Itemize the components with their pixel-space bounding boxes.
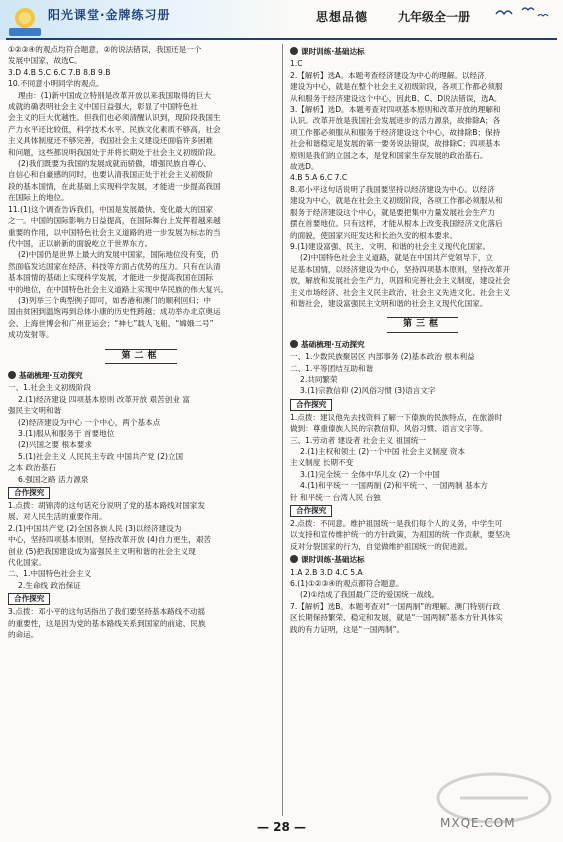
text-line: 区长期保持繁荣、稳定和发展，就是“一国两制”基本方针具体实 xyxy=(290,613,503,623)
text-line: 自信心和自豪感的同时，也要认清我国正处于社会主义初级阶 xyxy=(8,170,214,180)
bullet-icon xyxy=(290,47,298,55)
text-line: 7.【解析】选B。本题考查对“一国两制”的理解。澳门特别行政 xyxy=(290,601,501,611)
grade-title: 九年级全一册 xyxy=(398,10,471,24)
subject-title: 思想品德 xyxy=(316,10,369,24)
text-line: 和谐社会，建设富强民主文明和谐的社会主义现代化国家。 xyxy=(290,298,488,308)
subsection-heading-text: 基础梳理·互动探究 xyxy=(19,370,83,380)
text-line: (2)经济建设为中心 一个中心，两个基本点 xyxy=(18,417,161,427)
page-header xyxy=(0,0,563,44)
text-line: 主义制度 长期不变 xyxy=(290,458,354,468)
text-line: 主义具体制度还不够完善，我国社会主义建设还面临许多困难 xyxy=(8,136,214,146)
exercise-tag: 合作探究 xyxy=(8,593,50,605)
text-line: 服务于经济建设这个中心，就是要把集中力量发展社会生产力 xyxy=(290,207,496,217)
text-line: 强民主文明和谐 xyxy=(8,406,62,416)
text-line: 社会和谐稳定是发展的第一要务说法错误，故排除C；四项基本 xyxy=(290,139,501,149)
header-rule xyxy=(6,38,557,40)
text-line: 3.点拨：邓小平的这句话指出了我们要坚持基本路线不动摇 xyxy=(8,607,206,617)
text-line: 三、1.劳动者 建设者 社会主义 祖国统一 xyxy=(290,435,426,445)
text-line: (2)兴国之要 根本要求 xyxy=(18,440,92,450)
subsection-heading xyxy=(290,46,555,57)
subsection-heading-text: 课时训练·基础达标 xyxy=(301,555,365,565)
text-line: 2.共同繁荣 xyxy=(300,374,338,384)
text-line: 然面临发达国家在经济、科技等方面占优势的压力。只有在认清 xyxy=(8,261,221,271)
exercise-tag: 合作探究 xyxy=(290,399,332,411)
text-line: 践的有力证明，这是“一国两制”。 xyxy=(290,624,405,634)
text-line: 的命运。 xyxy=(8,630,39,640)
text-line: 2.点拨：不同意。维护祖国统一是我们每个人的义务，中学生可 xyxy=(290,519,503,529)
exercise-tag-row xyxy=(290,503,555,518)
subsection-heading xyxy=(290,339,555,350)
text-line: 1.点拨：建议他先去找资料了解一下傣族的民族特点，在旅游时 xyxy=(290,412,503,422)
text-line: 1.C xyxy=(290,59,303,69)
text-line: 一、1.少数民族聚居区 内部事务 (2)基本政治 根本利益 xyxy=(290,352,475,362)
text-line: 11.(1)这个调查告诉我们，中国是发展最快、变化最大的国家 xyxy=(8,204,214,214)
text-line: 展、对人民生活的重要作用。 xyxy=(8,512,107,522)
text-line: 发展中国家，故选C。 xyxy=(8,56,82,66)
section-heading-text: 第三框 xyxy=(387,317,458,332)
text-line: 创业 (5)把我国建设成为富强民主文明和谐的社会主义现 xyxy=(8,546,196,556)
text-line: (2)中国仍是世界上最大的发展中国家，国际地位没有变，仍 xyxy=(18,250,219,260)
exercise-tag-row xyxy=(290,397,555,412)
text-line: 二、1.中国特色社会主义 xyxy=(8,569,92,579)
text-line: 基本国情的基础上实现科学发展，才能进一步提高我国在国际 xyxy=(8,273,214,283)
text-line: 1.A 2.B 3.D 4.C 5.A xyxy=(290,567,363,577)
text-line: 之一。中国的国际影响力日益提高，在国际舞台上发挥着越来越 xyxy=(8,216,221,226)
subsection-heading xyxy=(290,554,555,565)
text-line: 以支持和宣传维护统一的方针政策，为祖国的统一作贡献，要坚决 xyxy=(290,530,511,540)
text-line: 产力水平还比较低，科学技术水平、民族文化素质不够高，社会 xyxy=(8,124,221,134)
left-column xyxy=(8,44,274,641)
text-line: 在国际上的地位。 xyxy=(8,193,69,203)
text-line: 理由：(1)新中国成立特别是改革开放以来我国取得的巨大 xyxy=(18,90,212,100)
text-line: 从和服务于经济建设这个中心，因此B、C、D说法错误，选A。 xyxy=(290,93,502,103)
bullet-icon xyxy=(290,555,298,563)
text-line: 足基本国情，以经济建设为中心，坚持四项基本原则，坚持改革开 xyxy=(290,264,511,274)
birds-icon xyxy=(492,2,552,20)
text-line: 摆在首要地位。只有这样，才能从根本上改变我国经济文化落后 xyxy=(290,219,503,229)
text-line: 9.(1)建设富强、民主、文明、和谐的社会主义现代化国家。 xyxy=(290,241,491,251)
text-line: 代中国，正以崭新的面貌屹立于世界东方。 xyxy=(8,238,153,248)
text-line: 10.不同意小明同学的观点。 xyxy=(8,79,104,89)
text-line: 3.(1)服从和服务于 首要地位 xyxy=(18,429,115,438)
text-line: 建设为中心，就是在整个社会主义初级阶段，各项工作都必须服 xyxy=(290,82,503,92)
watermark-text: MXQE.COM xyxy=(440,816,516,830)
text-line: 国由贫困到温饱再到总体小康的历史性跨越；成功举办北京奥运 xyxy=(8,307,221,317)
text-line: (3)列举三个典型例子即可，如香港和澳门的顺利回归；中 xyxy=(18,295,212,305)
text-line: (2)①结成了我国最广泛的爱国统一战线。 xyxy=(300,590,440,600)
subsection-heading-text: 课时训练·基础达标 xyxy=(301,47,365,56)
section-heading-text: 第二框 xyxy=(105,349,176,364)
text-line: 3.D 4.B 5.C 6.C 7.B 8.B 9.B xyxy=(8,67,111,77)
text-line: 3.(1)宗教信仰 (2)风俗习惯 (3)语言文字 xyxy=(300,386,436,396)
text-line: 5.(1)社会主义 人民民主专政 中国共产党 (2)立国 xyxy=(18,451,184,461)
text-line: 一、1.社会主义初级阶段 xyxy=(8,383,92,393)
text-line: 和问题，这些都说明我国处于并将长期处于社会主义初级阶段。 xyxy=(8,147,221,157)
exercise-tag: 合作探究 xyxy=(8,487,50,499)
subsection-heading-text: 基础梳理·互动探究 xyxy=(301,339,365,349)
text-line: 主义市场经济、社会主义民主政治、社会主义先进文化、社会主义 xyxy=(290,287,511,297)
text-line: 2.(1)中国共产党 (2)全国各族人民 (3)以经济建设为 xyxy=(8,523,182,533)
text-line: 的重要性，这是因为党的基本路线关系到国家的前途、民族 xyxy=(8,618,206,628)
text-line: 成就的确表明社会主义中国日益强大，彰显了中国特色社 xyxy=(8,102,198,112)
exercise-tag: 合作探究 xyxy=(290,505,332,517)
text-line: 认识。改革开放是我国社会发展进步的活力源泉，故排除A；各 xyxy=(290,116,501,126)
text-line: 会主义的巨大优越性。但我们也必须清醒认识到，现阶段我国生 xyxy=(8,113,221,123)
text-line: 8.邓小平这句话说明了我国要坚持以经济建设为中心。以经济 xyxy=(290,184,495,194)
text-line: 4.(1)和平统一 一国两制 (2)和平统一、一国两制 基本方 xyxy=(300,481,488,491)
text-line: 3.【解析】选D。本题考查对四项基本原则和改革开放的理解和 xyxy=(290,105,501,115)
page-number: — 28 — xyxy=(256,820,307,834)
section-heading xyxy=(290,317,555,332)
text-line: (2)我们既要为我国的发展成就而骄傲，增强民族自尊心、 xyxy=(18,159,212,169)
text-line: 6.(1)①②③④的观点都符合题意。 xyxy=(290,579,404,589)
text-line: 的面貌，使国家兴旺发达和长治久安的根本要求。 xyxy=(290,230,458,240)
text-line: 3.(1)完全统一 全体中华儿女 (2)一个中国 xyxy=(300,469,440,479)
text-line: 放，解放和发展社会生产力，巩固和完善社会主义制度，建设社会 xyxy=(290,276,511,286)
text-line: 二、1.平等团结互助和谐 xyxy=(290,363,374,373)
text-line: 4.B 5.A 6.C 7.C xyxy=(290,173,348,183)
text-line: 2.生命线 政治保证 xyxy=(18,580,81,590)
text-line: 1.点拨：胡锦涛的这句话充分说明了党的基本路线对国家发 xyxy=(8,501,206,511)
text-line: 做到：尊重傣族人民的宗教信仰、风俗习惯、语言文字等。 xyxy=(290,424,488,434)
text-line: 2.(1)主权和领土 (2)一个中国 社会主义制度 资本 xyxy=(300,447,466,456)
text-line: 6.强国之路 活力源泉 xyxy=(18,474,89,484)
text-line: (2)中国特色社会主义道路，就是在中国共产党领导下，立 xyxy=(300,253,494,263)
text-line: 重要的作用，以中国特色社会主义道路的进一步发展为标志的当 xyxy=(8,227,221,237)
text-line: 会、上海世博会和广州亚运会；“神七”载人飞船、“嫦娥二号” xyxy=(8,318,214,328)
book-brand: 阳光课堂·金牌练习册 xyxy=(48,8,171,22)
text-line: 2.(1)经济建设 四项基本原则 改革开放 艰苦创业 富 xyxy=(18,394,190,404)
bullet-icon xyxy=(290,340,298,348)
exercise-tag-row xyxy=(8,485,274,500)
section-heading xyxy=(8,349,274,364)
text-line: 段的基本国情，在此基础上实现科学发展，才能进一步提高我国 xyxy=(8,181,221,191)
text-line: 原则是我们的立国之本，是党和国家生存发展的政治基石。 xyxy=(290,150,488,160)
sun-logo-icon xyxy=(6,2,44,38)
text-line: 成功发射等。 xyxy=(8,330,54,340)
exercise-tag-row xyxy=(8,591,274,606)
text-line: 反对分裂国家的行为，自觉做维护祖国统一的促进派。 xyxy=(290,541,473,551)
text-line: 建设为中心，就是在社会主义初级阶段，各项工作都必须服从和 xyxy=(290,196,503,206)
text-line: 中心，坚持四项基本原则，坚持改革开放 (4)自力更生，艰苦 xyxy=(8,535,212,545)
text-line: 针 和平统一 台湾人民 台独 xyxy=(290,492,381,502)
right-column xyxy=(290,44,555,635)
column-divider xyxy=(282,44,283,816)
text-line: 2.【解析】选A。本题考查经济建设为中心的理解。以经济 xyxy=(290,70,485,80)
text-line: ①②③④的观点均符合题意，②的说法错误，我国还是一个 xyxy=(8,45,202,54)
text-line: 之本 政治基石 xyxy=(8,463,56,473)
text-line: 项工作都必须服从和服务于经济建设这个中心，故排除B；保持 xyxy=(290,127,501,137)
text-line: 故选D。 xyxy=(290,162,319,172)
text-line: 代化国家。 xyxy=(8,558,46,568)
subsection-heading xyxy=(8,370,274,381)
text-line: 中的地位，在中国特色社会主义道路上实现中华民族的伟大复兴。 xyxy=(8,284,229,294)
bullet-icon xyxy=(8,371,16,379)
